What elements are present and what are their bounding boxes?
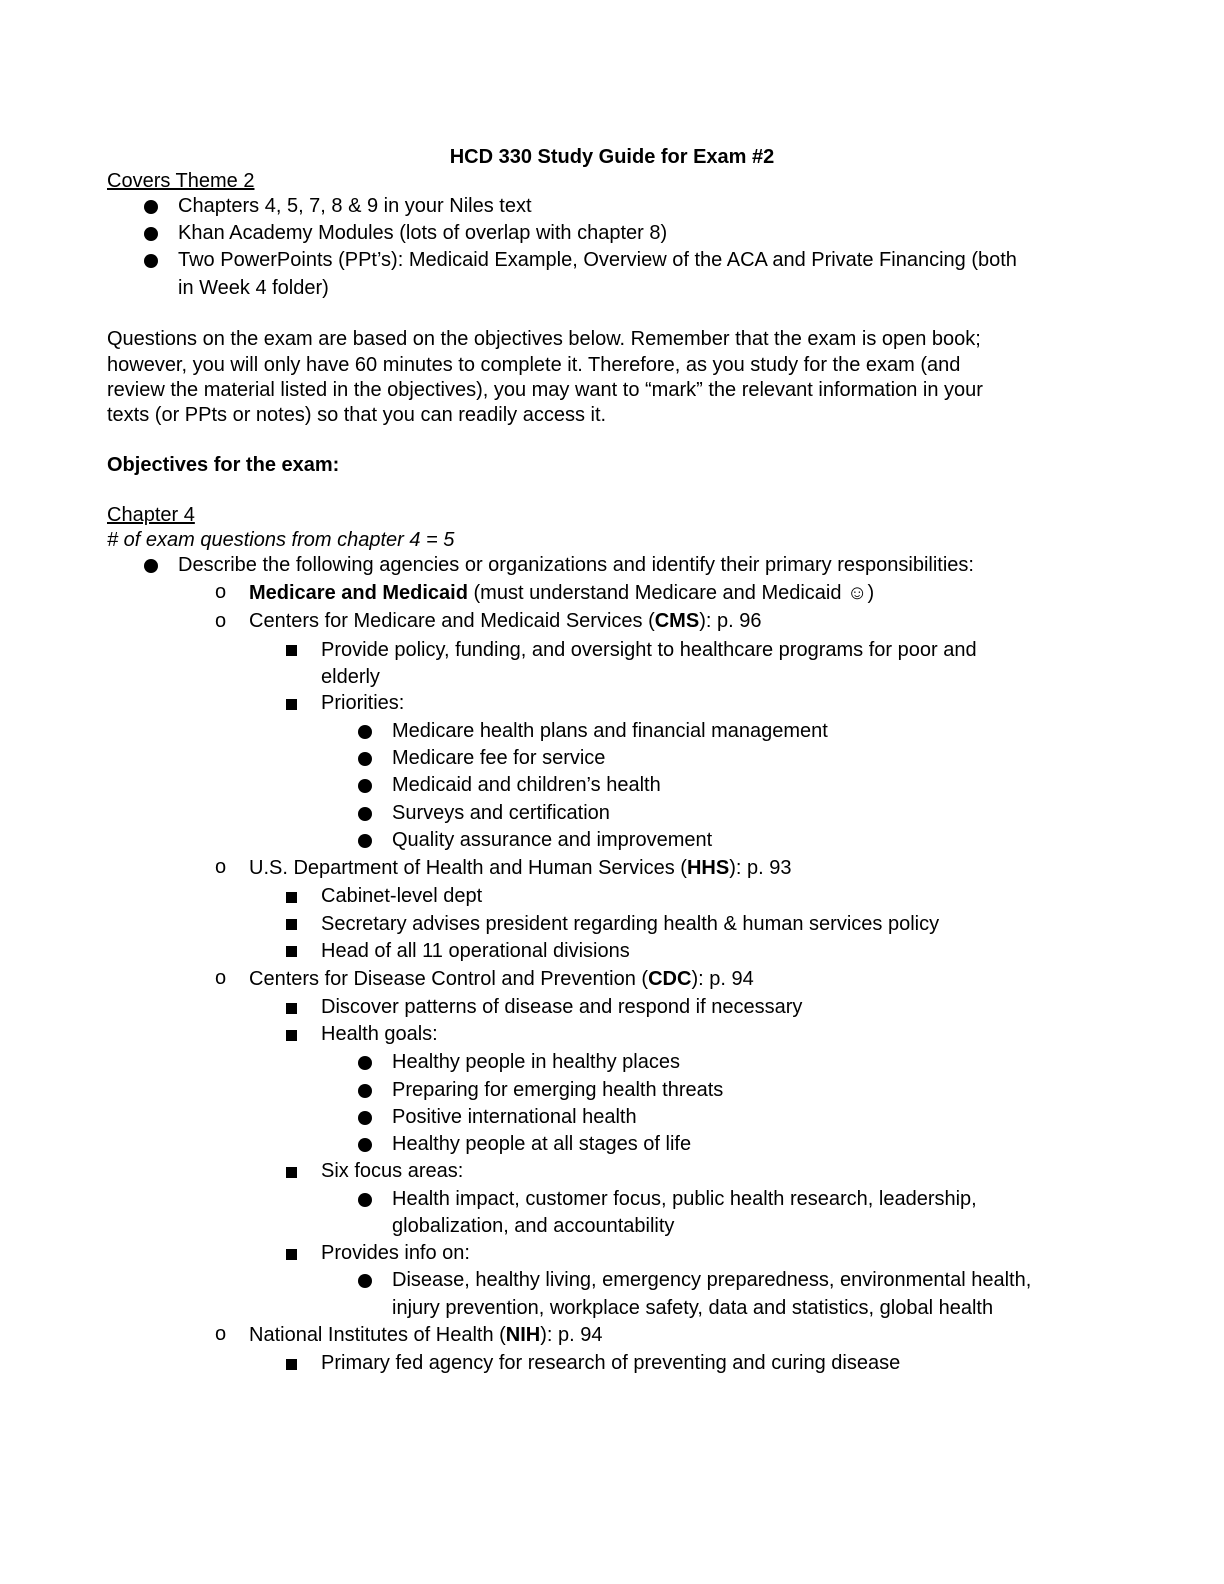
priority-item: Medicaid and children’s health	[392, 774, 661, 796]
hhs-item: Secretary advises president regarding health & human services policy	[321, 913, 940, 935]
intro-line: Questions on the exam are based on the objectives below. Remember that the exam is open book;	[107, 328, 981, 350]
focus-item-continued: globalization, and accountability	[392, 1215, 675, 1237]
agency-cdc	[249, 967, 754, 991]
agency-name: Centers for Disease Control and Prevention (	[249, 968, 649, 990]
priority-item: Medicare fee for service	[392, 747, 606, 769]
agency-page-ref: ): p. 94	[540, 1324, 603, 1346]
bullet-disc	[358, 1274, 372, 1288]
intro-line: texts (or PPts or notes) so that you can readily access it.	[107, 404, 607, 426]
bullet-disc	[144, 254, 158, 268]
priority-item: Surveys and certification	[392, 802, 610, 824]
covers-item: Chapters 4, 5, 7, 8 & 9 in your Niles text	[178, 195, 532, 217]
bullet-disc	[358, 1084, 372, 1098]
covers-heading: Covers Theme 2	[107, 170, 255, 192]
info-item-continued: injury prevention, workplace safety, data and statistics, global health	[392, 1297, 994, 1319]
priority-item: Quality assurance and improvement	[392, 829, 713, 851]
bullet-disc	[144, 200, 158, 214]
focus-item: Health impact, customer focus, public health research, leadership,	[392, 1188, 977, 1210]
goal-item: Positive international health	[392, 1106, 637, 1128]
bullet-circle: o	[215, 1323, 227, 1345]
agency-nih	[249, 1323, 603, 1347]
bullet-circle: o	[215, 581, 227, 603]
covers-item: Khan Academy Modules (lots of overlap with chapter 8)	[178, 222, 668, 244]
bullet-square	[286, 1249, 297, 1260]
bullet-disc	[358, 834, 372, 848]
nih-item: Primary fed agency for research of preventing and curing disease	[321, 1352, 901, 1374]
agency-abbr: CMS	[654, 610, 700, 632]
bullet-disc	[358, 725, 372, 739]
cms-item-continued: elderly	[321, 666, 380, 688]
page-title: HCD 330 Study Guide for Exam #2	[449, 146, 775, 168]
cdc-item: Six focus areas:	[321, 1160, 464, 1182]
agency-name: Centers for Medicare and Medicaid Services (	[249, 610, 655, 632]
covers-item-continued: in Week 4 folder)	[178, 277, 329, 299]
goal-item: Healthy people at all stages of life	[392, 1133, 692, 1155]
cms-item: Provide policy, funding, and oversight to healthcare programs for poor and	[321, 639, 977, 661]
bullet-disc	[358, 1193, 372, 1207]
covers-item: Two PowerPoints (PPt’s): Medicaid Example, Overview of the ACA and Private Financing (both	[178, 249, 1017, 271]
cdc-item: Discover patterns of disease and respond if necessary	[321, 996, 803, 1018]
hhs-item: Cabinet-level dept	[321, 885, 483, 907]
bullet-disc	[144, 227, 158, 241]
bullet-square	[286, 1359, 297, 1370]
chapter-question-count: # of exam questions from chapter 4 = 5	[107, 529, 455, 551]
bullet-square	[286, 1167, 297, 1178]
agency-abbr: NIH	[505, 1324, 541, 1346]
agency-note: (must understand Medicare and Medicaid ☺)	[467, 582, 875, 604]
intro-line: review the material listed in the objectives), you may want to “mark” the relevant information in your	[107, 379, 983, 401]
agency-abbr: CDC	[648, 968, 692, 990]
bullet-disc	[358, 1056, 372, 1070]
agency-name: U.S. Department of Health and Human Services (	[249, 857, 687, 879]
bullet-square	[286, 699, 297, 710]
bullet-disc	[358, 807, 372, 821]
cdc-item: Health goals:	[321, 1023, 438, 1045]
bullet-square	[286, 919, 297, 930]
bullet-square	[286, 892, 297, 903]
agency-name: National Institutes of Health (	[249, 1324, 506, 1346]
intro-line: however, you will only have 60 minutes to complete it. Therefore, as you study for the exam (and	[107, 354, 961, 376]
chapter-heading: Chapter 4	[107, 504, 195, 526]
bullet-circle: o	[215, 610, 227, 632]
bullet-square	[286, 1030, 297, 1041]
bullet-disc	[358, 779, 372, 793]
agency-abbr: HHS	[686, 857, 730, 879]
agency-name: Medicare and Medicaid	[249, 582, 468, 604]
bullet-disc	[144, 559, 158, 573]
info-item: Disease, healthy living, emergency preparedness, environmental health,	[392, 1269, 1032, 1291]
bullet-circle: o	[215, 856, 227, 878]
bullet-disc	[358, 752, 372, 766]
agency-page-ref: ): p. 94	[691, 968, 754, 990]
bullet-square	[286, 946, 297, 957]
cdc-item: Provides info on:	[321, 1242, 470, 1264]
agency-hhs	[249, 856, 791, 880]
bullet-square	[286, 645, 297, 656]
bullet-disc	[358, 1111, 372, 1125]
bullet-square	[286, 1003, 297, 1014]
cms-item: Priorities:	[321, 692, 405, 714]
bullet-circle: o	[215, 967, 227, 989]
objectives-heading: Objectives for the exam:	[107, 454, 340, 476]
describe-instruction: Describe the following agencies or organizations and identify their primary responsibilities:	[178, 554, 974, 576]
agency-page-ref: ): p. 96	[699, 610, 762, 632]
priority-item: Medicare health plans and financial management	[392, 720, 828, 742]
agency-page-ref: ): p. 93	[729, 857, 792, 879]
bullet-disc	[358, 1138, 372, 1152]
agency-medicare-medicaid	[249, 581, 874, 605]
goal-item: Preparing for emerging health threats	[392, 1079, 724, 1101]
goal-item: Healthy people in healthy places	[392, 1051, 680, 1073]
agency-cms	[249, 609, 761, 633]
hhs-item: Head of all 11 operational divisions	[321, 940, 630, 962]
